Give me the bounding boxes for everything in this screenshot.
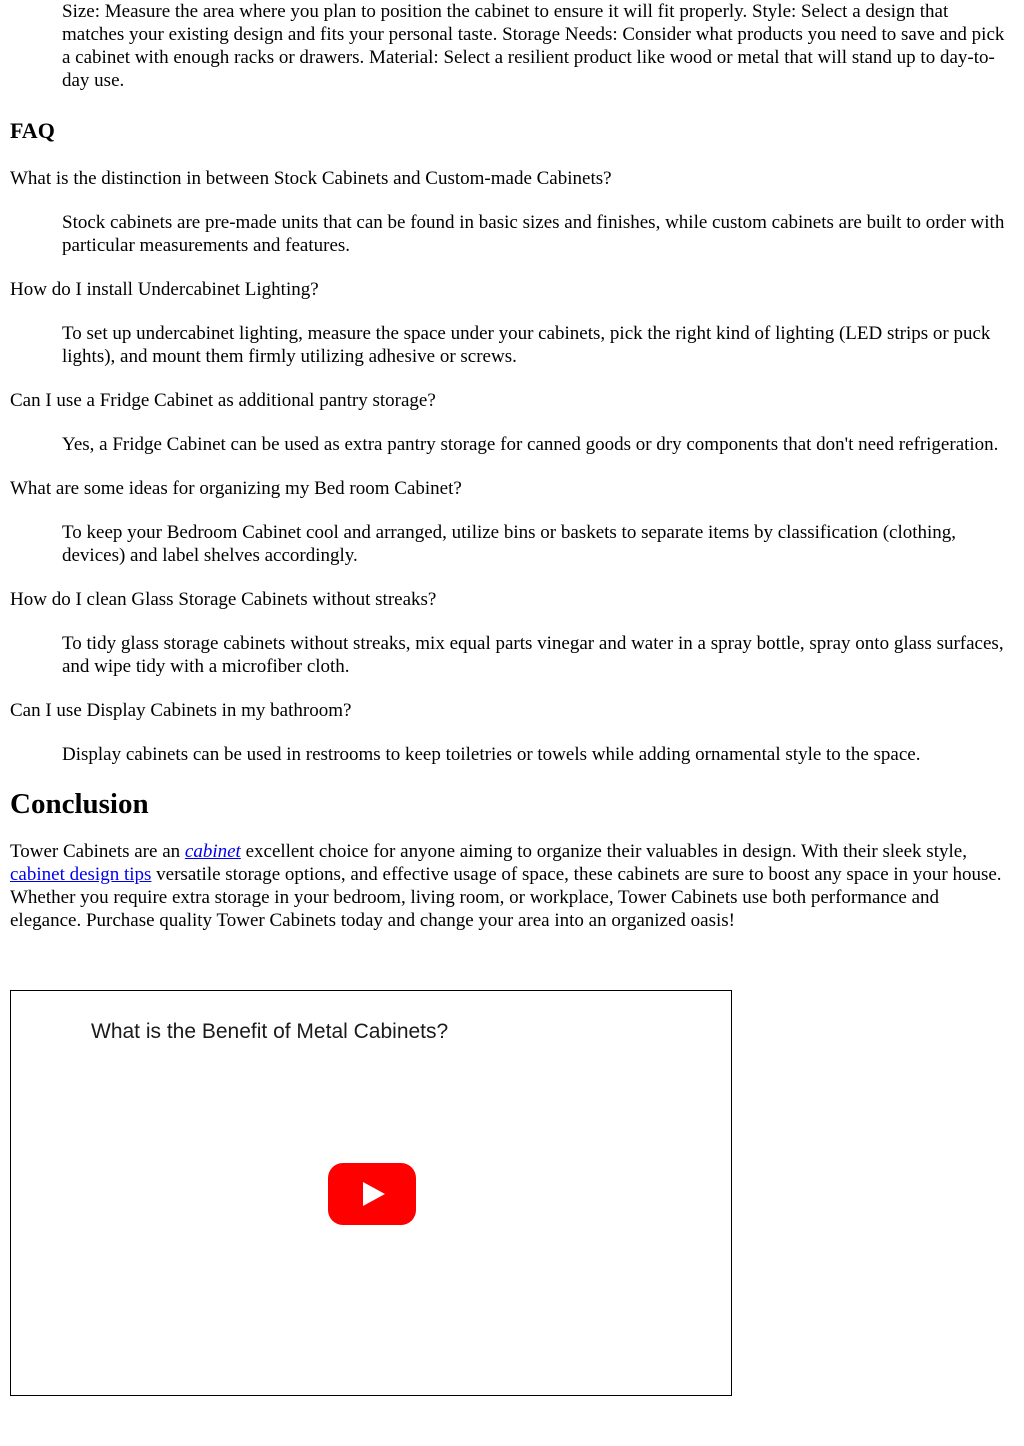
faq-answer: Yes, a Fridge Cabinet can be used as extra pantry storage for canned goods or dry components that don't need refrigeration.	[62, 434, 999, 455]
video-embed[interactable]	[10, 990, 732, 1396]
faq-answer: To tidy glass storage cabinets without streaks, mix equal parts vinegar and water in a spray bottle, spray onto glass surfaces, and wipe tidy with a microfiber cloth.	[62, 633, 1004, 677]
youtube-play-icon-svg	[328, 1163, 416, 1225]
faq-question: Can I use Display Cabinets in my bathroom?	[10, 700, 352, 721]
youtube-play-icon[interactable]	[328, 1163, 416, 1225]
cabinet-design-tips-link[interactable]: cabinet design tips	[10, 864, 152, 885]
intro-paragraph: Size: Measure the area where you plan to position the cabinet to ensure it will fit properly. Style: Select a design that matches your existing design and fits your personal taste. Storage Needs: Consider what products you need to save and pick a cabinet with enough racks or drawers. Material: Select a resilient product like wood or metal that will stand up to day-to-day use.	[62, 1, 1005, 91]
faq-question: How do I install Undercabinet Lighting?	[10, 279, 319, 300]
conclusion-heading: Conclusion	[10, 788, 149, 820]
faq-answer: Stock cabinets are pre-made units that can be found in basic sizes and finishes, while custom cabinets are built to order with particular measurements and features.	[62, 212, 1005, 256]
conclusion-text-2: excellent choice for anyone aiming to organize their valuables in design. With their sleek style,	[240, 841, 967, 862]
video-title[interactable]: What is the Benefit of Metal Cabinets?	[91, 1020, 449, 1043]
conclusion-text-3: versatile storage options, and effective usage of space, these cabinets are sure to boost any space in your house. Whether you require extra storage in your bedroom, living room, or workplace, Tower Cabinets use both performance and elegance. Purchase quality Tower Cabinets today and change your area into an organized oasis!	[10, 864, 1002, 931]
faq-list	[10, 167, 1010, 766]
faq-question: What are some ideas for organizing my Bed room Cabinet?	[10, 478, 462, 499]
faq-answer: To keep your Bedroom Cabinet cool and arranged, utilize bins or baskets to separate items by classification (clothing, devices) and label shelves accordingly.	[62, 522, 957, 566]
faq-question: What is the distinction in between Stock Cabinets and Custom-made Cabinets?	[10, 168, 612, 189]
faq-answer: To set up undercabinet lighting, measure the space under your cabinets, pick the right kind of lighting (LED strips or puck lights), and mount them firmly utilizing adhesive or screws.	[62, 323, 991, 367]
faq-heading: FAQ	[10, 118, 55, 143]
conclusion-paragraph	[10, 840, 1010, 932]
faq-question: Can I use a Fridge Cabinet as additional pantry storage?	[10, 390, 436, 411]
article-content	[10, 0, 1010, 932]
cabinet-link[interactable]: cabinet	[184, 841, 241, 862]
faq-answer: Display cabinets can be used in restrooms to keep toiletries or towels while adding ornamental style to the space.	[62, 744, 921, 765]
conclusion-text-1: Tower Cabinets are an	[10, 841, 185, 862]
faq-question: How do I clean Glass Storage Cabinets without streaks?	[10, 589, 437, 610]
